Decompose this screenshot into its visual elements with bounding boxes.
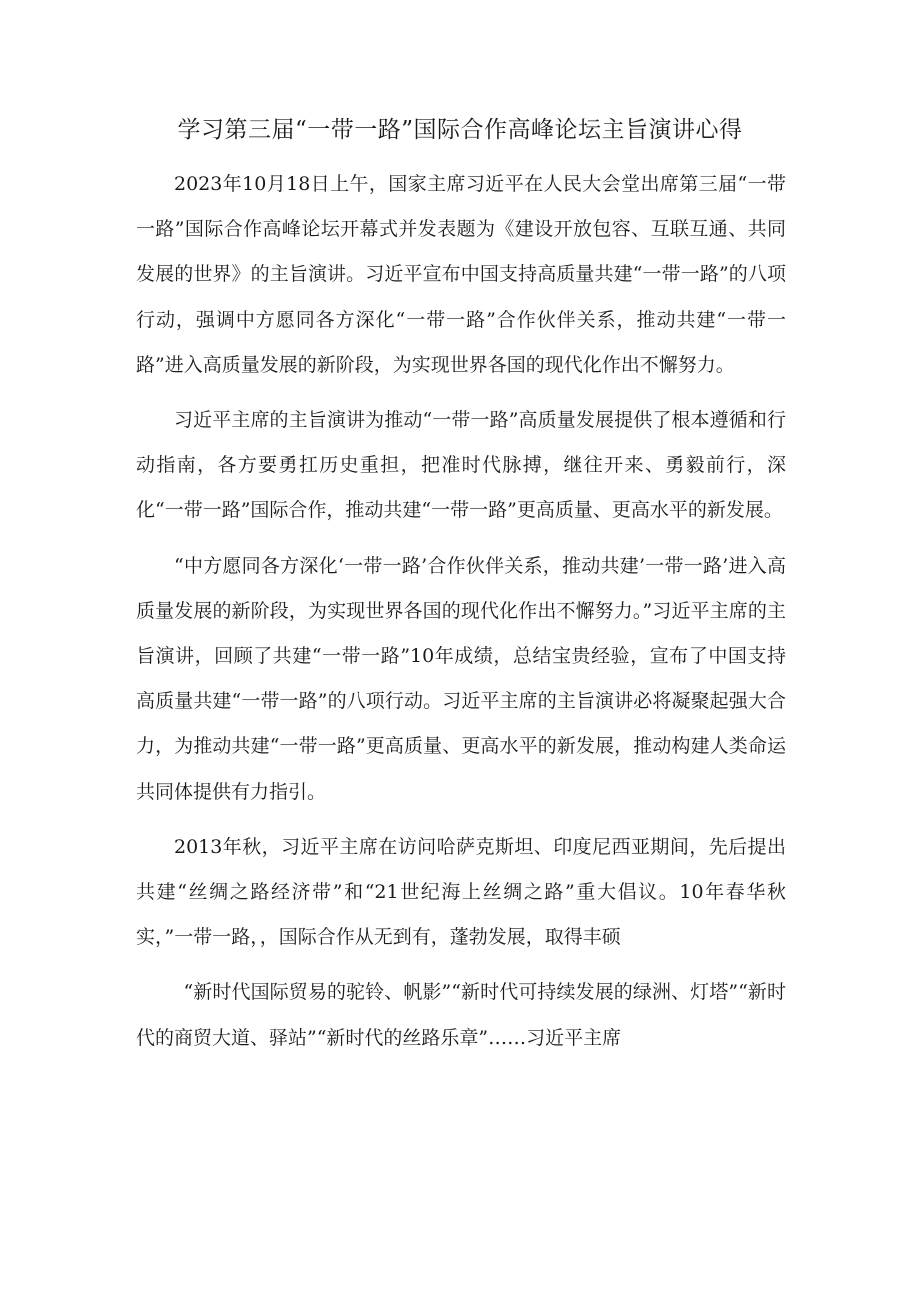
paragraph-2: 习近平主席的主旨演讲为推动“一带一路”高质量发展提供了根本遵循和行动指南，各方要勇扛历史重担，把准时代脉搏，继往开来、勇毅前行，深化“一带一路”国际合作，推动共建“一带一路”更高质量、更高水平的新发展。 (136, 409, 786, 522)
paragraph-5: “新时代国际贸易的驼铃、帆影”“新时代可持续发展的绿洲、灯塔”“新时代的商贸大道、驿站”“新时代的丝路乐章”……习近平主席 (136, 981, 786, 1049)
document-title: 学习第三届“一带一路”国际合作高峰论坛主旨演讲心得 (177, 117, 743, 143)
document-body (136, 162, 786, 1071)
paragraph-1: 2023年10月18日上午，国家主席习近平在人民大会堂出席第三届“一带一路”国际合作高峰论坛开幕式并发表题为《建设开放包容、互联互通、共同发展的世界》的主旨演讲。习近平宣布中国支持高质量共建“一带一路”的八项行动，强调中方愿同各方深化“一带一路”合作伙伴关系，推动共建“一带一路”进入高质量发展的新阶段，为实现世界各国的现代化作出不懈努力。 (136, 173, 786, 376)
paragraph-4: 2013年秋，习近平主席在访问哈萨克斯坦、印度尼西亚期间，先后提出共建“丝绸之路经济带”和“21世纪海上丝绸之路”重大倡议。10年春华秋实，”一带一路，，国际合作从无到有，蓬勃发展，取得丰硕 (136, 835, 786, 949)
paragraph-3: “中方愿同各方深化‘一带一路’合作伙伴关系，推动共建’一带一路’进入高质量发展的新阶段，为实现世界各国的现代化作出不懈努力。”习近平主席的主旨演讲，回顾了共建“一带一路”10年成绩，总结宝贵经验，宣布了中国支持高质量共建“一带一路”的八项行动。习近平主席的主旨演讲必将凝聚起强大合力，为推动共建“一带一路”更高质量、更高水平的新发展，推动构建人类命运共同体提供有力指引。 (136, 554, 786, 803)
